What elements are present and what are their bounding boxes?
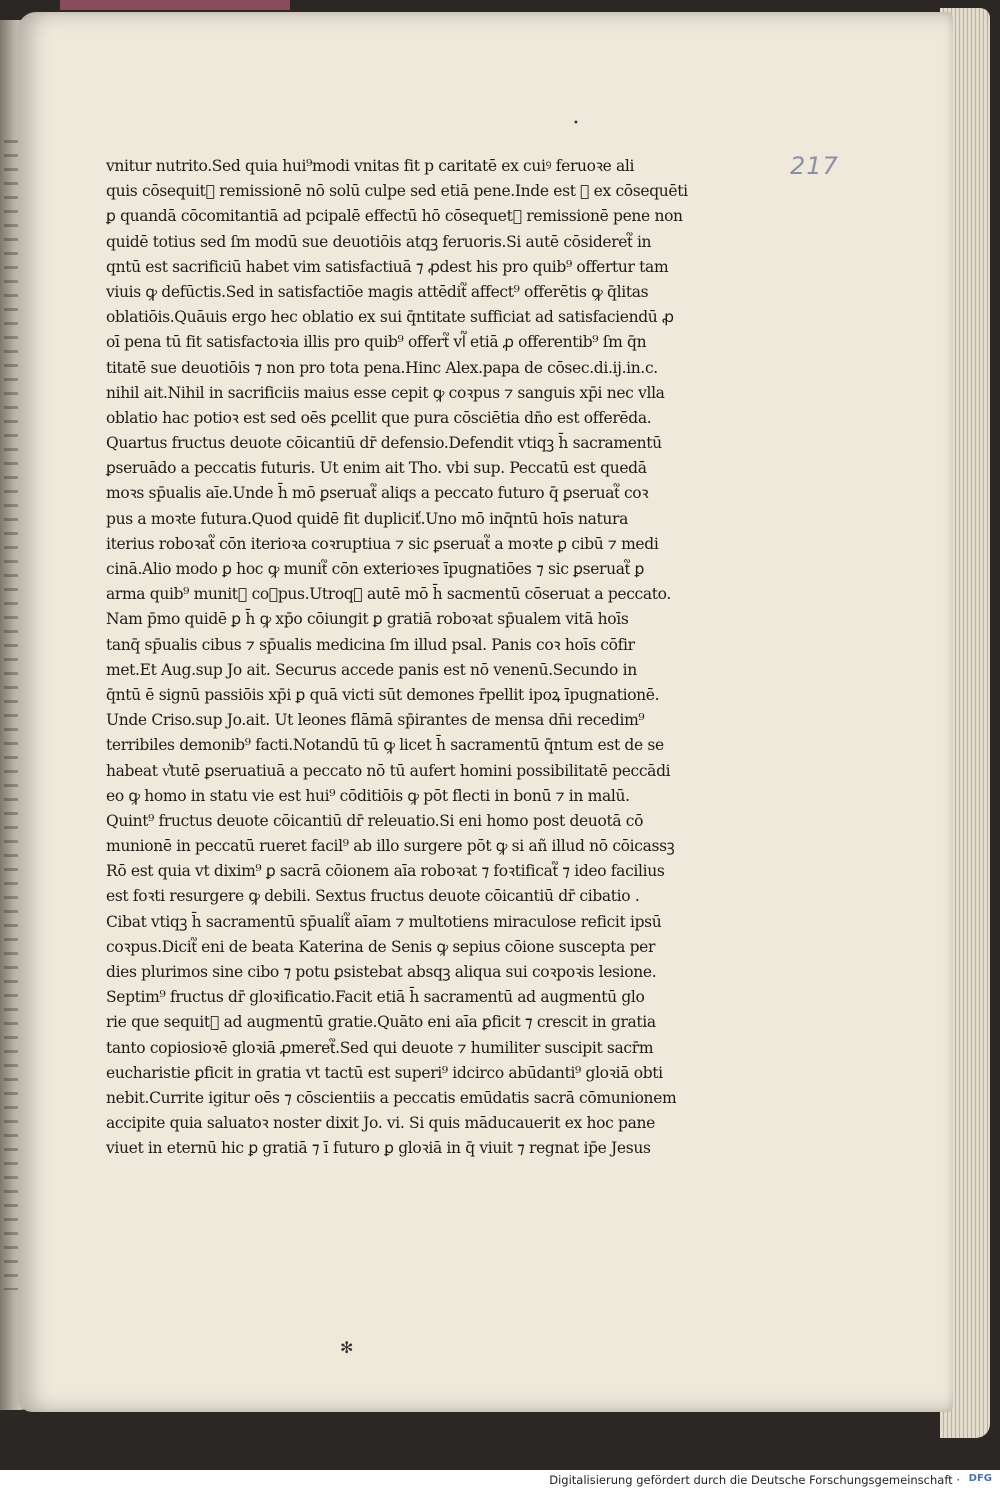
text-line: qntū est sacrificiū habet vim satisfactiuā ⁊ ꝓdest his pro quib⁹ offertur tam <box>106 257 669 276</box>
text-line: vnitur nutrito.Sed quia hui⁹modi vnitas fit p caritatē ex cuiꝰ feruoꝛe ali <box>106 157 635 175</box>
text-line: oī pena tū fit satisfactoꝛia illis pro quib⁹ offert᷑ vl᷑ etiā ꝓ offerentib⁹ ſm q̄n <box>106 333 647 352</box>
text-line: nebit.Currite igitur oēs ⁊ cōscientiis a peccatis emūdatis sacrā cōmunionem <box>106 1088 677 1107</box>
text-line: terribiles demonib⁹ facti.Notandū tū ꝙ licet h̄ sacramentū q̄ntum est de se <box>106 736 664 755</box>
cover-fabric <box>60 0 290 10</box>
text-line: Cibat vtiqꝫ h̄ sacramentū sp̄ualit᷑ aīam ⁊ multotiens miraculose reficit ipsū <box>106 912 662 931</box>
text-line: Septim⁹ fructus dr̄ gloꝛificatio.Facit etiā h̄ sacramentū ad augmentū glo <box>106 988 645 1007</box>
text-line: eo ꝙ homo in statu vie est hui⁹ cōditiōis ꝙ pōt flecti in bonū ⁊ in malū. <box>106 786 630 805</box>
text-line: Quint⁹ fructus deuote cōicantiū dr̄ releuatio.Si eni homo post deuotā cō <box>106 811 644 830</box>
text-line: iterius roboꝛat᷑ cōn iterioꝛa coꝛruptiua ⁊ sic ꝑseruat᷑ a moꝛte ꝑ cibū ⁊ medi <box>106 534 659 553</box>
book-page <box>18 12 953 1412</box>
text-line: rie que sequit᷑ ad augmentū gratie.Quāto eni aīa ꝑficit ⁊ crescit in gratia <box>106 1013 656 1032</box>
text-line: munionē in peccatū rueret facil⁹ ab illo surgere pōt ꝙ si añ illud nō cōicassꝫ <box>106 837 675 856</box>
text-line: quidē totius sed ſm modū sue deuotiōis atqꝫ feruoris.Si autē cōsideret᷑ in <box>106 232 652 251</box>
text-column <box>106 154 746 1174</box>
text-line: titatē sue deuotiōis ⁊ non pro tota pena.Hinc Alex.papa de cōsec.di.ij.in.c. <box>106 358 658 377</box>
text-line: tanto copiosioꝛē gloꝛiā ꝓmeret᷑.Sed qui deuote ⁊ humiliter suscipit sacr̄m <box>106 1038 654 1057</box>
text-line: Unde Criso.sup Jo.ait. Ut leones flāmā sp̄irantes de mensa dn̄i recedim⁹ <box>106 711 645 730</box>
text-line: met.Et Aug.sup Jo ait. Securus accede panis est nō venenū.Secundo in <box>106 660 637 679</box>
text-line: cinā.Alio modo ꝑ hoc ꝙ munit᷑ cōn exterioꝛes īpugnatiōes ⁊ sic ꝑseruat᷑ ꝑ <box>106 560 644 578</box>
text-line: pus a moꝛte futura.Quod quidē fit dupliciť.Uno mō inq̄ntū hoīs natura <box>106 509 628 528</box>
text-line: arma quib⁹ munit᷑ coꝛpus.Utroqꝫ autē mō h̄ sacmentū cōseruat a peccato. <box>106 585 671 604</box>
footer-credit: Digitalisierung gefördert durch die Deutsche Forschungsgemeinschaft · <box>549 1473 960 1487</box>
text-line: ꝑseruādo a peccatis futuris. Ut enim ait Tho. vbi sup. Peccatū est quedā <box>106 459 647 478</box>
text-line: Rō est quia vt dixim⁹ ꝑ sacrā cōionem aīa roboꝛat ⁊ foꝛtificat᷑ ⁊ ideo facilius <box>106 862 665 881</box>
text-line: Quartus fructus deuote cōicantiū dr̄ defensio.Defendit vtiqꝫ h̄ sacramentū <box>106 434 662 453</box>
folio-number: 217 <box>790 152 839 180</box>
text-line: quis cōsequit᷑ remissionē nō solū culpe sed etiā pene.Inde est ꝙ ex cōsequēti <box>106 182 688 201</box>
ornament-mark: ✻ <box>340 1338 354 1357</box>
text-line: oblatio hac potioꝛ est sed oēs ꝑcellit que pura cōsciētia dn̄o est offerēda. <box>106 408 652 427</box>
text-line: q̄ntū ē signū passiōis xp̄i ꝑ quā victi sūt demones r̄pellit ipoꝝ īpugnationē. <box>106 685 660 704</box>
text-line: eucharistie ꝑficit in gratia vt tactū est superi⁹ idcirco abūdanti⁹ gloꝛiā obti <box>106 1063 663 1082</box>
text-line: Nam p̄mo quidē ꝑ h̄ ꝙ xp̄o cōiungit ꝑ gratiā roboꝛat sp̄ualem vitā hoīs <box>106 610 629 629</box>
text-line: moꝛs sp̄ualis aīe.Unde h̄ mō ꝑseruat᷑ aliqs a peccato futuro q̄ ꝑseruat᷑ coꝛ <box>106 484 649 503</box>
text-line: viuet in eternū hic ꝑ gratiā ⁊ ī futuro ꝑ gloꝛiā in q̄ viuit ⁊ regnat ip̄e Jesus <box>106 1139 651 1158</box>
text-line: nihil ait.Nihil in sacrificiis maius esse cepit ꝙ coꝛpus ⁊ sanguis xp̄i nec vlla <box>106 383 665 402</box>
text-line: ꝑ quandā cōcomitantiā ad pcipalē effectū hō cōsequet᷑ remissionē pene non <box>106 207 683 226</box>
dfg-logo: DFG <box>968 1473 992 1484</box>
footer-bar <box>0 1470 1000 1491</box>
text-line: accipite quia saluatoꝛ noster dixit Jo. vi. Si quis māducauerit ex hoc pane <box>106 1114 655 1133</box>
text-line: oblatiōis.Quāuis ergo hec oblatio ex sui q̄ntitate sufficiat ad satisfaciendū ꝓ <box>106 308 674 327</box>
text-line: habeat v͛tutē ꝑseruatiuā a peccato nō tū aufert homini possibilitatē peccādi <box>106 761 671 780</box>
text-line: viuis ꝙ defūctis.Sed in satisfactiōe magis attēdit᷑ affect⁹ offerētis ꝙ q̄litas <box>106 282 649 301</box>
page-mark: • <box>573 118 579 129</box>
text-line: tanq̄ sp̄ualis cibus ⁊ sp̄ualis medicina ſm illud psal. Panis coꝛ hoīs cōfir <box>106 635 635 654</box>
text-line: est foꝛti resurgere ꝙ debili. Sextus fructus deuote cōicantiū dr̄ cibatio . <box>106 887 640 906</box>
text-line: dies plurimos sine cibo ⁊ potu ꝑsistebat absqꝫ aliqua sui coꝛpoꝛis lesione. <box>106 963 657 981</box>
text-line: coꝛpus.Dicit᷑ eni de beata Katerina de Senis ꝙ sepius cōione suscepta per <box>106 937 656 956</box>
